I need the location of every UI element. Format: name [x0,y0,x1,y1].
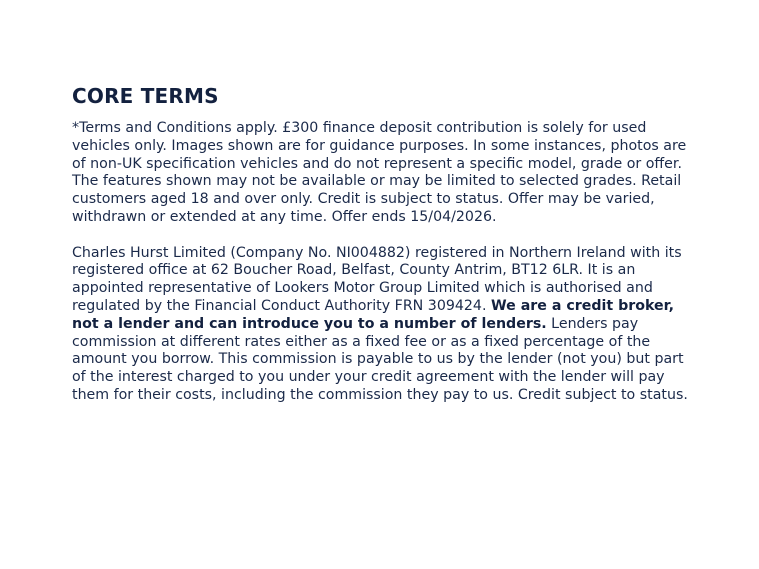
terms-paragraph-company [72,245,692,405]
credit-broker-statement: We are a credit broker, not a lender and can introduce you to a number of lenders. [72,297,674,332]
commission-info-text: Lenders pay commission at different rates either as a fixed fee or as a fixed percentage of the amount you borrow. This commission is payable to us by the lender (not you) but part of the interest charged to you under your credit agreement with the lender will pay them for their costs, including the commission they pay to us. Credit subject to status. [72,315,688,403]
core-terms-section [72,84,692,405]
core-terms-heading: CORE TERMS [72,84,219,108]
terms-paragraph-offer: *Terms and Conditions apply. £300 finance deposit contribution is solely for used vehicles only. Images shown are for guidance purposes. In some instances, photos are of non-UK specification vehicles and do not represent a specific model, grade or offer. The features shown may not be available or may be limited to selected grades. Retail customers aged 18 and over only. Credit is subject to status. Offer may be varied, withdrawn or extended at any time. Offer ends 15/04/2026. [72,120,687,225]
company-info-text: Charles Hurst Limited (Company No. NI004882) registered in Northern Ireland with its registered office at 62 Boucher Road, Belfast, County Antrim, BT12 6LR. It is an appointed representative of Lookers Motor Group Limited which is authorised and regulated by the Financial Conduct Authority FRN 309424. [72,244,682,314]
